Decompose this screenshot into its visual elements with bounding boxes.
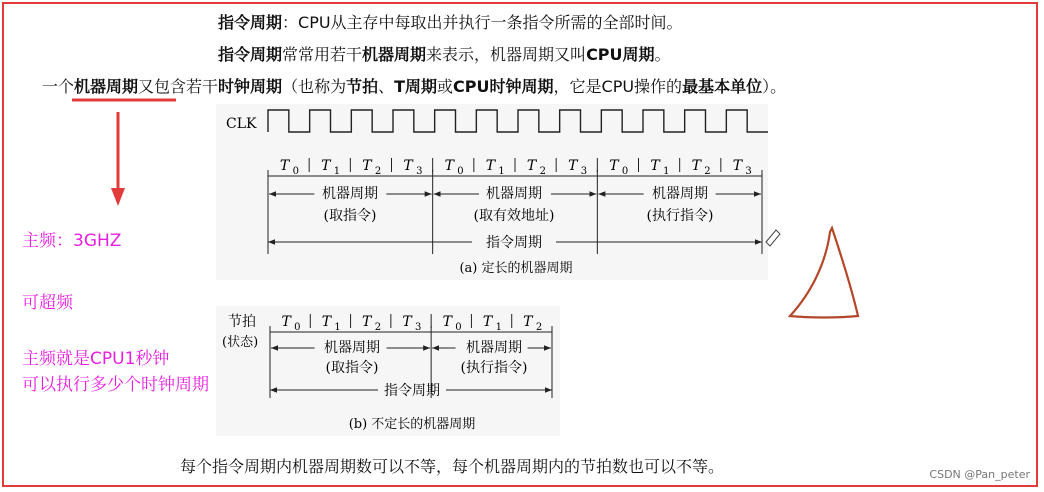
beat-subscript: 1 bbox=[495, 322, 502, 333]
machine-cycle-detail: (取指令) bbox=[325, 360, 379, 376]
state-label: (状态) bbox=[222, 335, 259, 350]
beat-label-t1: T bbox=[482, 314, 493, 330]
beat-subscript: 2 bbox=[535, 322, 543, 333]
note-frequency: 主频：3GHZ bbox=[22, 231, 122, 251]
beat-subscript: 0 bbox=[292, 166, 299, 177]
diagram-a-caption: (a) 定长的机器周期 bbox=[459, 261, 573, 276]
note-frequency-definition: 主频就是CPU1秒钟 bbox=[22, 349, 170, 369]
text: ）。 bbox=[762, 77, 787, 96]
machine-cycle-detail: (取有效地址) bbox=[473, 208, 555, 224]
pencil-icon bbox=[766, 230, 780, 246]
term: 最基本单位 bbox=[682, 77, 763, 96]
machine-cycle-label: 机器周期 bbox=[324, 340, 380, 356]
beat-label-t0: T bbox=[609, 158, 619, 174]
beat-subscript: 2 bbox=[374, 322, 382, 333]
beat-label-t2: T bbox=[691, 158, 701, 174]
machine-cycle-detail: (执行指令) bbox=[460, 360, 528, 376]
beat-label-t2: T bbox=[526, 158, 537, 174]
text: 来表示，机器周期又叫 bbox=[426, 45, 587, 64]
machine-cycle-label: 机器周期 bbox=[486, 186, 542, 202]
scribble-triangle bbox=[790, 228, 858, 318]
text: 一个 bbox=[42, 77, 75, 96]
beat-label-t2: T bbox=[362, 314, 372, 330]
text: （也称为 bbox=[282, 77, 347, 96]
beat-label-t1: T bbox=[321, 158, 331, 174]
beat-label-t0: T bbox=[442, 314, 452, 330]
text: 、 bbox=[378, 77, 395, 96]
beat-label-t1: T bbox=[485, 158, 496, 174]
beat-label-t0: T bbox=[281, 314, 291, 330]
beat-label-t0: T bbox=[279, 158, 290, 174]
beat-subscript: 3 bbox=[580, 166, 588, 177]
term: 指令周期 bbox=[218, 45, 283, 64]
beat-subscript: 0 bbox=[457, 166, 464, 177]
highlight-arrow-head bbox=[111, 188, 125, 206]
beat-label-t1: T bbox=[321, 314, 332, 330]
beat-subscript: 2 bbox=[539, 166, 546, 177]
note-overclock: 可超频 bbox=[22, 293, 73, 313]
term: 机器周期 bbox=[362, 45, 427, 64]
machine-cycle-detail: (执行指令) bbox=[646, 208, 714, 224]
beat-label-t2: T bbox=[523, 314, 533, 330]
beat-label-t3: T bbox=[568, 158, 578, 174]
definition-text: ：CPU从主存中每取出并执行一条指令所需的全部时间。 bbox=[282, 13, 683, 32]
footer-text: 每个指令周期内机器周期数可以不等，每个机器周期内的节拍数也可以不等。 bbox=[180, 457, 725, 476]
beat-label-t3: T bbox=[403, 158, 413, 174]
machine-cycle-label: 机器周期 bbox=[466, 340, 522, 356]
text: 或 bbox=[437, 77, 454, 96]
term: 节拍 bbox=[346, 77, 379, 96]
beat-label-t0: T bbox=[444, 158, 454, 174]
instruction-cycle-label: 指令周期 bbox=[486, 235, 542, 251]
beat-subscript: 2 bbox=[374, 166, 382, 177]
note-frequency-definition-2: 可以执行多少个时钟周期 bbox=[22, 375, 209, 395]
beat-label: 节拍 bbox=[228, 314, 256, 330]
beat-subscript: 2 bbox=[704, 166, 711, 177]
text: 常常用若干 bbox=[282, 45, 363, 64]
beat-subscript: 3 bbox=[745, 166, 752, 177]
beat-subscript: 1 bbox=[334, 322, 341, 333]
beat-subscript: 1 bbox=[663, 166, 670, 177]
term: T周期 bbox=[394, 77, 438, 96]
watermark: CSDN @Pan_peter bbox=[929, 468, 1030, 481]
beat-label-t3: T bbox=[732, 158, 743, 174]
beat-label-t3: T bbox=[402, 314, 412, 330]
beat-subscript: 1 bbox=[333, 166, 341, 177]
machine-cycle-label: 机器周期 bbox=[652, 186, 708, 202]
beat-subscript: 0 bbox=[621, 166, 629, 177]
beat-subscript: 3 bbox=[416, 166, 423, 177]
diagram-b-caption: (b) 不定长的机器周期 bbox=[348, 417, 476, 432]
text: ，它是CPU操作的 bbox=[553, 77, 683, 96]
beat-label-t2: T bbox=[362, 158, 372, 174]
instruction-cycle-label: 指令周期 bbox=[384, 383, 440, 399]
beat-subscript: 3 bbox=[415, 322, 422, 333]
term: 时钟周期 bbox=[218, 77, 283, 96]
text: 又包含若干 bbox=[138, 77, 219, 96]
beat-subscript: 1 bbox=[498, 166, 505, 177]
beat-subscript: 0 bbox=[455, 322, 462, 333]
beat-label-t1: T bbox=[650, 158, 660, 174]
machine-cycle-label: 机器周期 bbox=[322, 186, 378, 202]
term: CPU时钟周期 bbox=[453, 77, 554, 96]
clk-label: CLK bbox=[226, 116, 257, 132]
machine-cycle-detail: (取指令) bbox=[323, 208, 377, 224]
beat-subscript: 0 bbox=[294, 322, 301, 333]
term-machine-cycle: 机器周期 bbox=[74, 77, 139, 96]
text: 。 bbox=[654, 45, 671, 64]
term-instruction-cycle: 指令周期 bbox=[218, 13, 283, 32]
term: CPU周期 bbox=[586, 45, 655, 64]
